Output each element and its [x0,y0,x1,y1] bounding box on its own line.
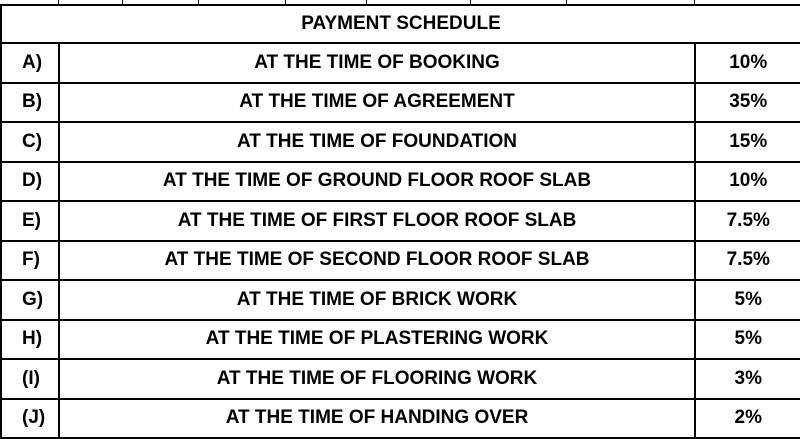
payment-percentage: 7.5% [695,241,800,281]
payment-percentage: 35% [695,83,800,123]
stage-description: AT THE TIME OF FLOORING WORK [59,359,695,399]
stage-description: AT THE TIME OF BOOKING [59,43,695,83]
stage-description: AT THE TIME OF FOUNDATION [59,122,695,162]
table-row [1,201,800,241]
stage-description: AT THE TIME OF SECOND FLOOR ROOF SLAB [59,241,695,281]
payment-percentage: 5% [695,320,800,360]
payment-percentage: 5% [695,280,800,320]
payment-percentage: 3% [695,359,800,399]
payment-schedule-table [0,5,800,439]
title-row [1,6,800,44]
table-row [1,83,800,123]
row-label: B) [1,83,59,123]
stage-description: AT THE TIME OF FIRST FLOOR ROOF SLAB [59,201,695,241]
row-label: C) [1,122,59,162]
payment-percentage: 10% [695,162,800,202]
row-label: F) [1,241,59,281]
table-row [1,359,800,399]
stage-description: AT THE TIME OF BRICK WORK [59,280,695,320]
table-row [1,162,800,202]
stage-description: AT THE TIME OF HANDING OVER [59,399,695,439]
row-label: H) [1,320,59,360]
payment-percentage: 15% [695,122,800,162]
payment-percentage: 7.5% [695,201,800,241]
payment-schedule-body [1,6,800,439]
row-label: (I) [1,359,59,399]
table-row [1,399,800,439]
stage-description: AT THE TIME OF GROUND FLOOR ROOF SLAB [59,162,695,202]
table-row [1,241,800,281]
table-row [1,320,800,360]
stage-description: AT THE TIME OF AGREEMENT [59,83,695,123]
table-row [1,122,800,162]
table-row [1,43,800,83]
stage-description: AT THE TIME OF PLASTERING WORK [59,320,695,360]
payment-percentage: 10% [695,43,800,83]
table-row [1,280,800,320]
row-label: (J) [1,399,59,439]
payment-percentage: 2% [695,399,800,439]
row-label: E) [1,201,59,241]
row-label: G) [1,280,59,320]
table-title: PAYMENT SCHEDULE [1,6,800,44]
row-label: D) [1,162,59,202]
row-label: A) [1,43,59,83]
